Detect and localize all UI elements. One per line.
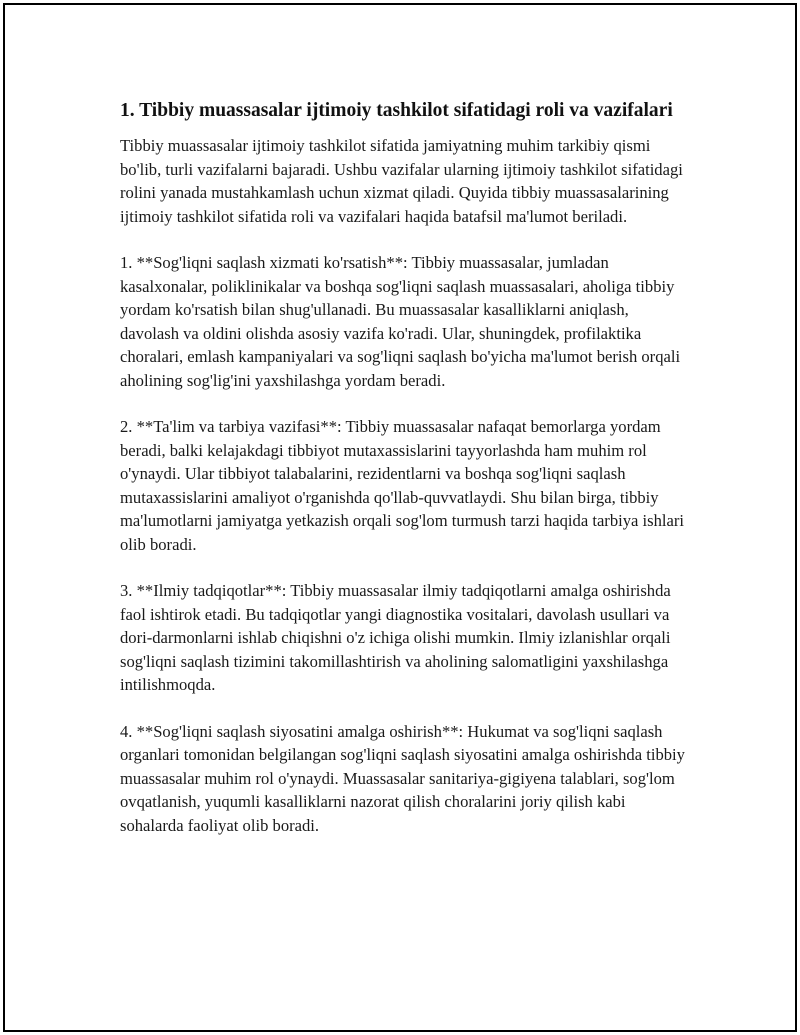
document-heading: 1. Tibbiy muassasalar ijtimoiy tashkilot sifatidagi roli va vazifalari — [120, 100, 673, 121]
paragraph-education: 2. **Ta'lim va tarbiya vazifasi**: Tibbiy muassasalar nafaqat bemorlarga yordam beradi, balki kelajakdagi tibbiyot mutaxassislarini tayyorlashda ham muhim rol o'ynaydi. Ular tibbiyot talabalarini, rezidentlarni va boshqa sog'liqni saqlash mutaxassislarini amaliyot o'rganishda qo'llab-quvvatlaydi. Shu bilan birga, tibbiy ma'lumotlarni jamiyatga yetkazish orqali sog'lom turmush tarzi haqida tarbiya ishlari olib boradi. — [120, 417, 685, 554]
intro-paragraph: Tibbiy muassasalar ijtimoiy tashkilot sifatida jamiyatning muhim tarkibiy qismi bo'lib, turli vazifalarni bajaradi. Ushbu vazifalar ularning ijtimoiy tashkilot sifatidagi rolini yanada mustahkamlash uchun xizmat qiladi. Quyida tibbiy muassasalarining ijtimoiy tashkilot sifatida roli va vazifalari haqida batafsil ma'lumot beriladi. — [120, 136, 683, 226]
paragraph-healthcare-services: 1. **Sog'liqni saqlash xizmati ko'rsatish**: Tibbiy muassasalar, jumladan kasalxonalar, poliklinikalar va boshqa sog'liqni saqlash muassasalari, aholiga tibbiy yordam ko'rsatish bilan shug'ullanadi. Bu muassasalar kasalliklarni aniqlash, davolash va oldini olishda asosiy vazifa ko'radi. Ular, shuningdek, profilaktika choralari, emlash kampaniyalari va sog'liqni saqlash bo'yicha ma'lumot berish orqali aholining sog'lig'ini yaxshilashga yordam beradi. — [120, 253, 681, 390]
paragraph-health-policy: 4. **Sog'liqni saqlash siyosatini amalga oshirish**: Hukumat va sog'liqni saqlash organlari tomonidan belgilangan sog'liqni saqlash siyosatini amalga oshirishda tibbiy muassasalar muhim rol o'ynaydi. Muassasalar sanitariya-gigiyena talablari, sog'lom ovqatlanish, yuqumli kasalliklarni nazorat qilish choralarini joriy qilish kabi sohalarda faoliyat olib boradi. — [120, 721, 685, 835]
paragraph-research: 3. **Ilmiy tadqiqotlar**: Tibbiy muassasalar ilmiy tadqiqotlarni amalga oshirishda faol ishtirok etadi. Bu tadqiqotlar yangi diagnostika vositalari, davolash usullari va dori-darmonlarni ishlab chiqishni o'z ichiga olishi mumkin. Ilmiy izlanishlar orqali sog'liqni saqlash tizimini takomillashtirish va aholining salomatligini yaxshilashga intilishmoqda. — [120, 581, 671, 694]
document-body — [120, 97, 690, 860]
page-frame — [3, 3, 797, 1032]
